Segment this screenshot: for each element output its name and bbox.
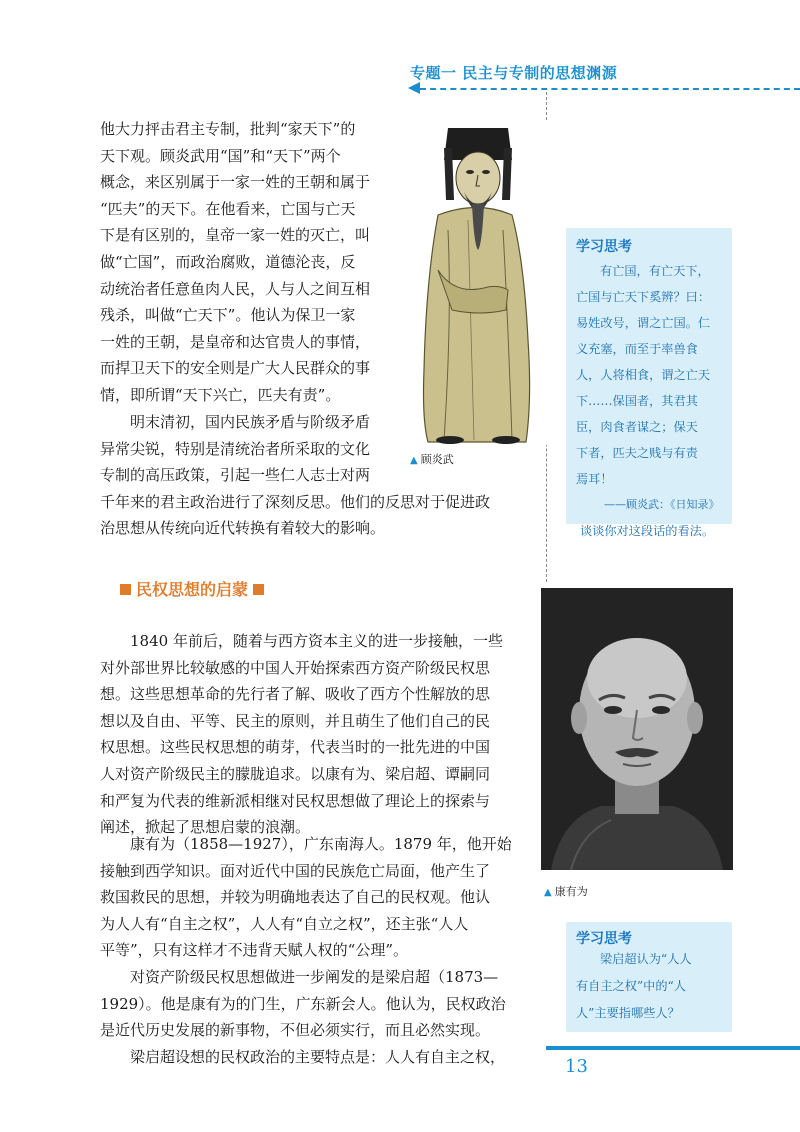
think-box-question: 梁启超认为“人人 有自主之权”中的“人 人”主要指哪些人？ (576, 952, 692, 1020)
header-arrow-icon (408, 82, 420, 94)
study-think-box-1 (566, 228, 732, 538)
text-line: 他大力抨击君主专制，批判“家天下”的 (100, 120, 356, 138)
caption-triangle-icon: ▲ (544, 887, 552, 898)
caption-gu-yanwu: ▲ 顾炎武 (410, 453, 454, 466)
text-line: 为人人有“自主之权”，人人有“自立之权”，还主张“人人 (100, 914, 469, 933)
text-line: 平等”，只有这样才不违背天赋人权的“公理”。 (100, 941, 409, 960)
think-box-title: 学习思考 (576, 239, 632, 255)
text-line: 而捍卫天下的安全则是广大人民群众的事 (100, 359, 371, 378)
text-line: 和严复为代表的维新派相继对民权思想做了理论上的探索与 (100, 791, 491, 810)
think-box-quote: 有亡国，有亡天下， 亡国与亡天下奚辨？曰： 易姓改号，谓之亡国。仁 义充塞，而至于率兽食 人，人将相食，谓之亡天 下……保国者，其君其 臣，肉食者谋之；保天 下者，匹夫之贱与有责 焉耳！ ——顾炎武：《日知录》 谈谈你对这段话的看法。 (576, 264, 720, 538)
paragraph-gu-yanwu (100, 116, 400, 409)
heading-square-icon (120, 584, 131, 595)
footer-bar (546, 1046, 800, 1050)
text-line: 1840 年前后，随着与西方资本主义的进一步接触，一些 (130, 632, 503, 650)
text-line: 异常尖锐，特别是清统治者所采取的文化 (100, 439, 371, 458)
heading-square-icon (253, 584, 264, 595)
text-line: 残杀，叫做“亡天下”。他认为保卫一家 (100, 306, 356, 325)
paragraph-liang-qichao (100, 964, 530, 1044)
text-line: 下是有区别的，皇帝一家一姓的灭亡，叫 (100, 226, 371, 245)
caption-kang-youwei: ▲ 康有为 (544, 885, 588, 898)
header-rule (420, 88, 800, 90)
text-line: 动统治者任意鱼肉人民，人与人之间互相 (100, 279, 371, 298)
think-box-title: 学习思考 (576, 931, 632, 947)
text-line: 对外部世界比较敏感的中国人开始探索西方资产阶级民权思 (100, 658, 491, 677)
text-line: 接触到西学知识。面对近代中国的民族危亡局面，他产生了 (100, 861, 491, 880)
study-think-box-2 (566, 922, 732, 1032)
text-line: 治思想从传统向近代转换有着较大的影响。 (100, 519, 386, 538)
text-line: 1929）。他是康有为的门生，广东新会人。他认为，民权政治 (100, 994, 506, 1013)
section-heading: 民权思想的启蒙 (120, 577, 264, 600)
text-line: 阐述，掀起了思想启蒙的浪潮。 (100, 818, 311, 837)
text-line: 做“亡国”，而政治腐败，道德沦丧，反 (100, 252, 356, 271)
text-line: 救国救民的思想，并较为明确地表达了自己的民权观。他认 (100, 888, 491, 907)
text-line: 想以及自由、平等、民主的原则，并且萌生了他们自己的民 (100, 711, 491, 730)
chapter-title: 专题一 民主与专制的思想渊源 (410, 64, 618, 82)
text-line: 千年来的君主政治进行了深刻反思。他们的反思对于促进政 (100, 492, 491, 511)
text-line: “匹夫”的天下。在他看来，亡国与亡天 (100, 199, 356, 218)
caption-triangle-icon: ▲ (410, 455, 418, 466)
text-line: 梁启超设想的民权政治的主要特点是：人人有自主之权， (130, 1048, 506, 1066)
paragraph-minquan (100, 628, 530, 841)
text-line: 康有为（1858—1927），广东南海人。1879 年，他开始 (130, 835, 512, 853)
text-line: 是近代历史发展的新事物，不但必须实行，而且必然实现。 (100, 1021, 491, 1040)
text-line: 想。这些思想革命的先行者了解、吸收了西方个性解放的思 (100, 685, 491, 704)
portrait-gu-yanwu (408, 120, 548, 445)
portrait-kang-youwei (541, 588, 733, 870)
text-line: 概念，来区别属于一家一姓的王朝和属于 (100, 173, 371, 192)
text-line: 人对资产阶级民主的朦胧追求。以康有为、梁启超、谭嗣同 (100, 764, 491, 783)
text-line: 专制的高压政策，引起一些仁人志士对两 (100, 466, 371, 485)
paragraph-liang-minquan (100, 1044, 530, 1071)
text-line: 一姓的王朝，是皇帝和达官贵人的事情， (100, 332, 371, 351)
text-line: 权思想。这些民权思想的萌芽，代表当时的一批先进的中国 (100, 738, 491, 757)
text-line: 明末清初，国内民族矛盾与阶级矛盾 (130, 413, 371, 431)
paragraph-kang-youwei (100, 831, 530, 964)
text-line: 天下观。顾炎武用“国”和“天下”两个 (100, 146, 341, 165)
text-line: 对资产阶级民权思想做进一步阐发的是梁启超（1873— (130, 968, 499, 986)
page-number: 13 (565, 1056, 588, 1077)
text-line: 情，即所谓“天下兴亡，匹夫有责”。 (100, 385, 341, 404)
